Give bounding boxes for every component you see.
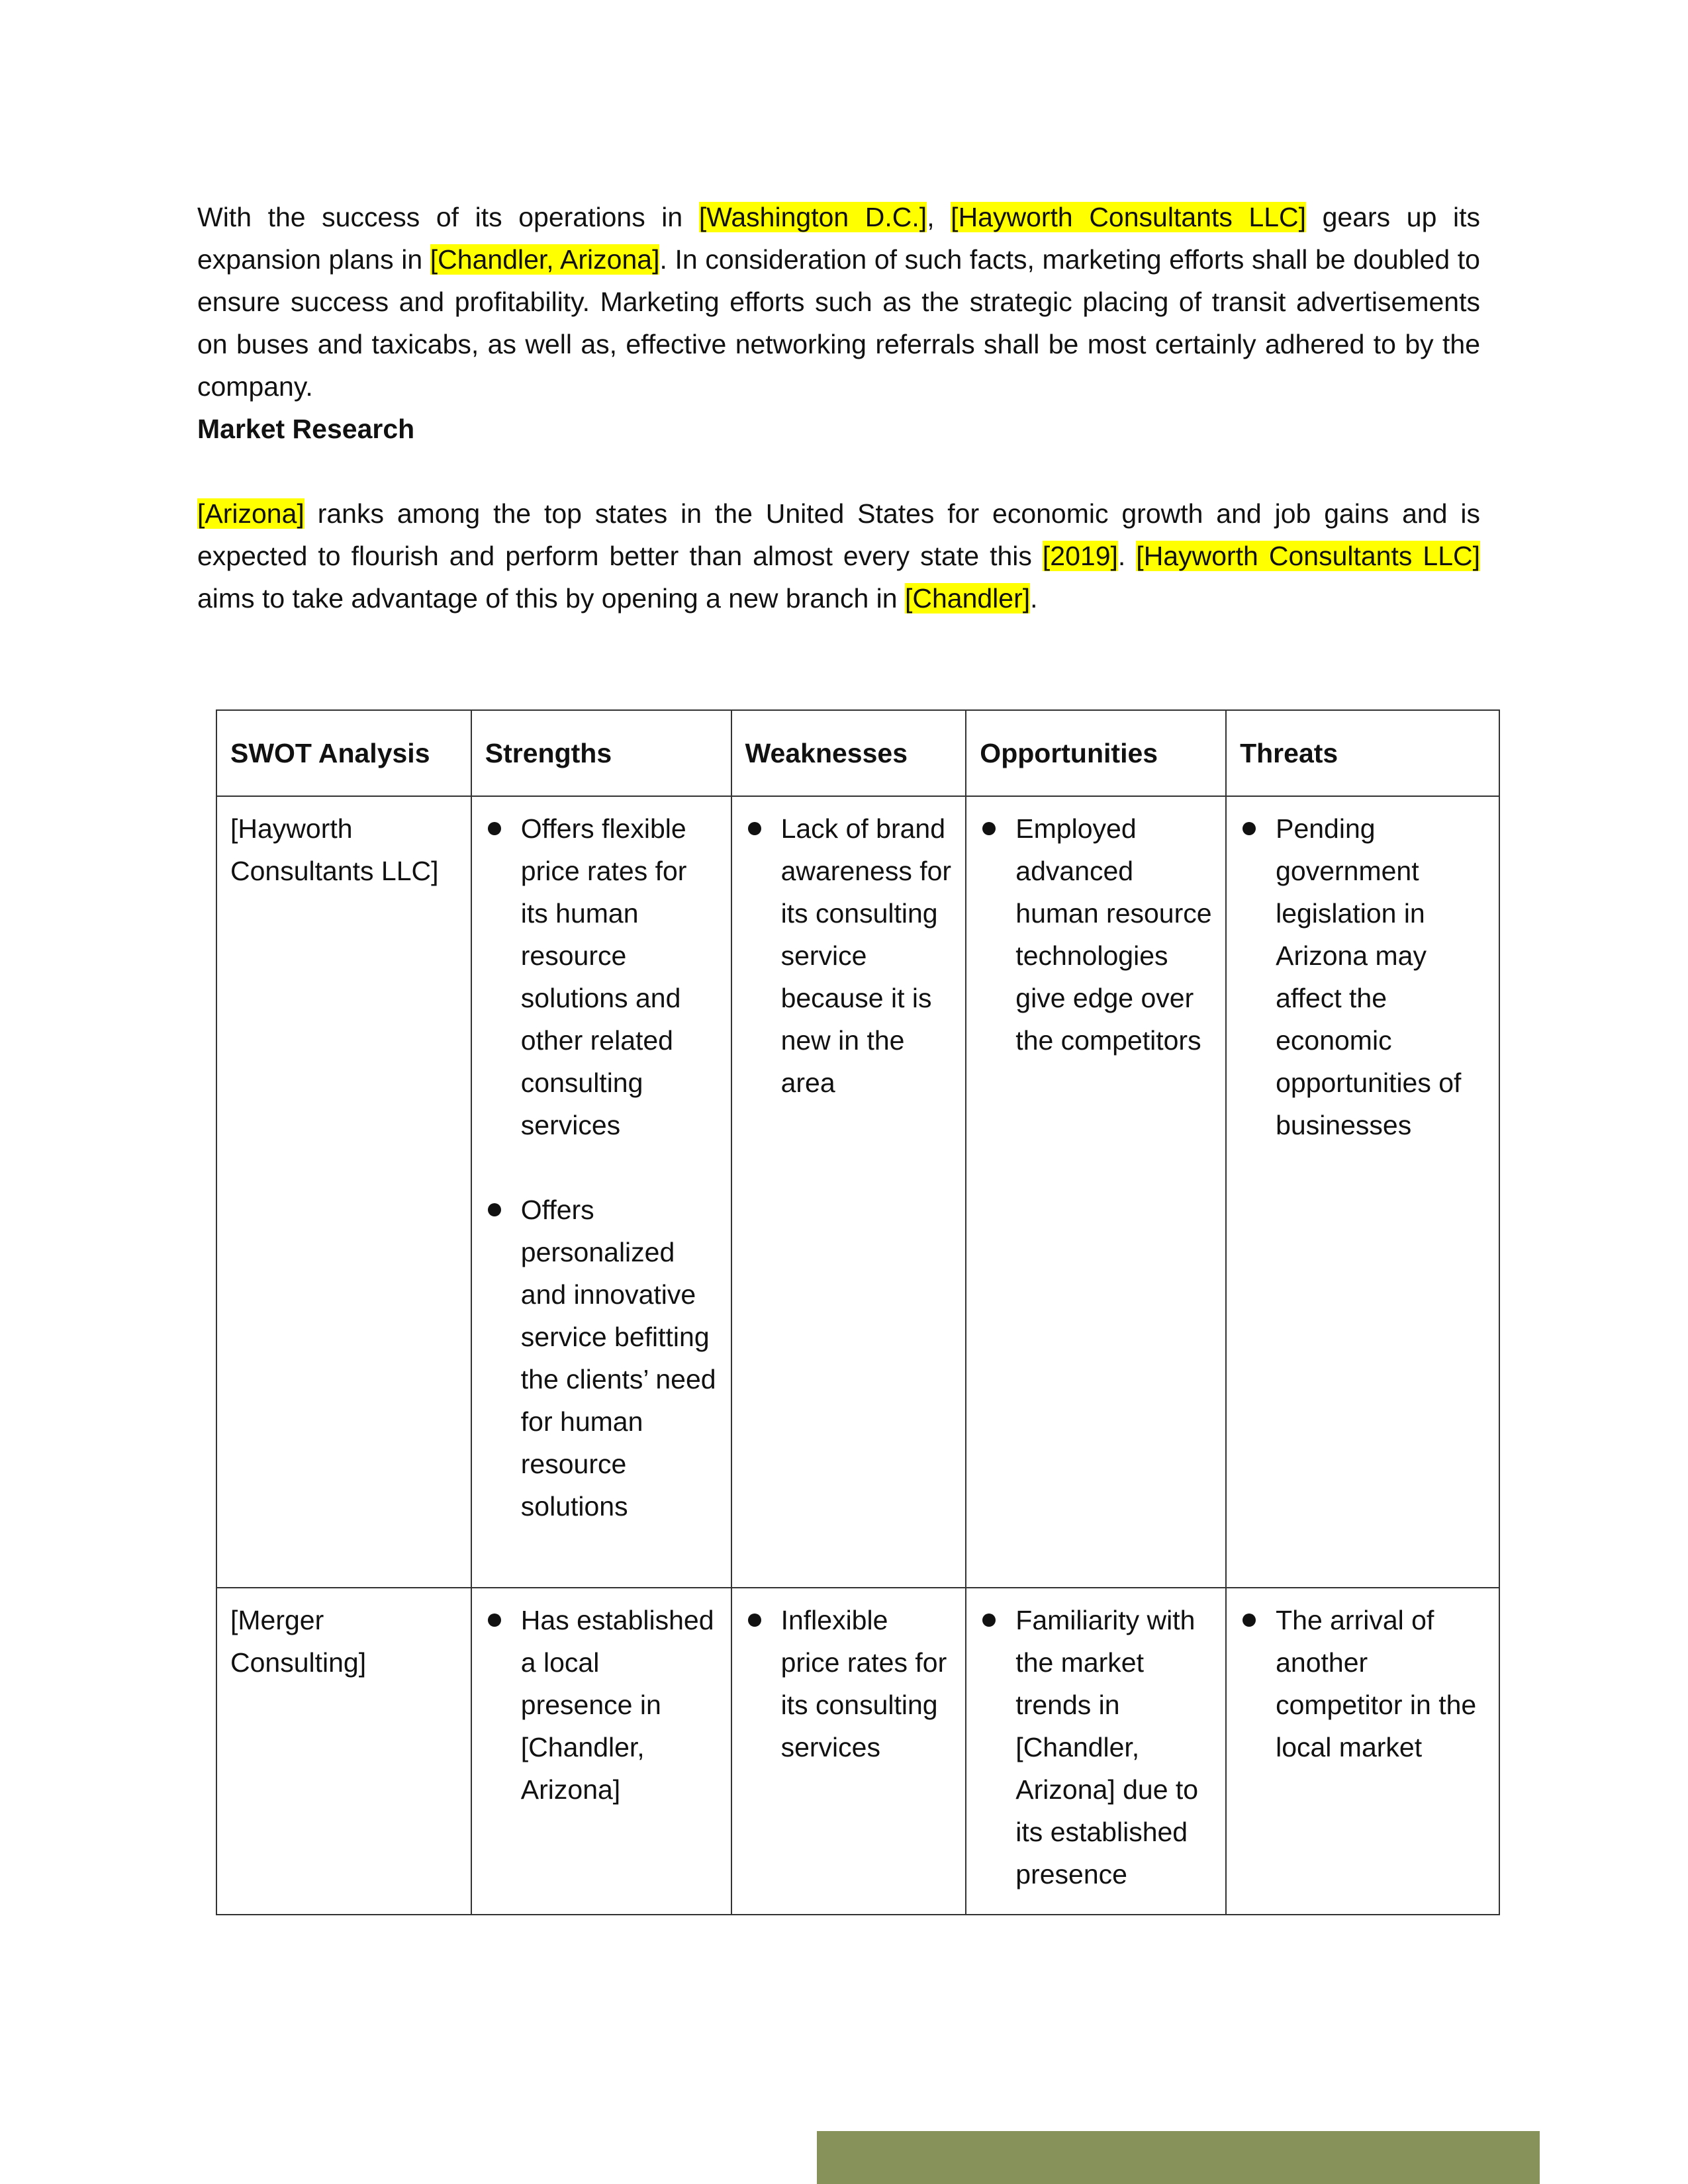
section-heading: Market Research: [197, 414, 415, 444]
list-item: Offers flexible price rates for its human resource solutions and other related consulting services: [485, 807, 718, 1146]
strengths-list: [485, 1599, 718, 1811]
header-threats: Threats: [1226, 710, 1499, 796]
list-item: Familiarity with the market trends in [Chandler, Arizona] due to its established presence: [980, 1599, 1212, 1895]
intro-text-3: gears up its expansion plans in: [197, 202, 1480, 275]
highlight-year: [2019]: [1042, 541, 1118, 571]
intro-text-1: With the success of its operations in: [197, 202, 699, 232]
opportunities-cell: [966, 1588, 1226, 1915]
market-text-2: .: [1117, 541, 1137, 571]
highlight-location: [Washington D.C.]: [698, 202, 927, 232]
list-item: Employed advanced human resource technologies give edge over the competitors: [980, 807, 1212, 1062]
company-cell: [Merger Consulting]: [216, 1588, 471, 1915]
threats-list: [1240, 807, 1485, 1146]
header-swot-analysis: SWOT Analysis: [216, 710, 471, 796]
list-item: Inflexible price rates for its consulting services: [745, 1599, 953, 1768]
highlight-city: [Chandler]: [904, 583, 1031, 614]
weaknesses-list: [745, 1599, 953, 1768]
header-strengths: Strengths: [471, 710, 731, 796]
header-opportunities: Opportunities: [966, 710, 1226, 796]
market-text-4: .: [1030, 583, 1038, 614]
strengths-cell: [471, 1588, 731, 1915]
table-row: [216, 796, 1499, 1588]
opportunities-list: [980, 1599, 1212, 1895]
table-row: [216, 1588, 1499, 1915]
opportunities-cell: [966, 796, 1226, 1588]
threats-list: [1240, 1599, 1485, 1768]
threats-cell: [1226, 1588, 1499, 1915]
swot-table: [216, 709, 1500, 1915]
header-weaknesses: Weaknesses: [731, 710, 966, 796]
weaknesses-cell: [731, 796, 966, 1588]
intro-text-4: . In consideration of such facts, marketing efforts shall be doubled to ensure success and profitability. Marketing efforts such as the strategic placing of transit advertisements on buses and taxicabs, as well as, effective networking referrals shall be most certainly adhered to by the company.: [197, 244, 1480, 402]
strengths-cell: [471, 796, 731, 1588]
list-item: Has established a local presence in [Chandler, Arizona]: [485, 1599, 718, 1811]
opportunities-list: [980, 807, 1212, 1062]
swot-header-row: [216, 710, 1499, 796]
highlight-company: [Hayworth Consultants LLC]: [951, 202, 1307, 232]
strengths-list: [485, 807, 718, 1527]
weaknesses-list: [745, 807, 953, 1104]
market-text-1: ranks among the top states in the United States for economic growth and job gains and is expected to flourish and perform better than almost every state this: [197, 498, 1480, 571]
list-item: Lack of brand awareness for its consulting service because it is new in the area: [745, 807, 953, 1104]
threats-cell: [1226, 796, 1499, 1588]
list-item: The arrival of another competitor in the local market: [1240, 1599, 1485, 1768]
list-item: Pending government legislation in Arizona may affect the economic opportunities of businesses: [1240, 807, 1485, 1146]
highlight-company: [Hayworth Consultants LLC]: [1136, 541, 1480, 571]
list-item: Offers personalized and innovative service befitting the clients’ need for human resource solutions: [485, 1189, 718, 1527]
footer-bar: [817, 2131, 1540, 2184]
intro-text-2: ,: [927, 202, 951, 232]
highlight-state: [Arizona]: [197, 498, 305, 529]
market-research-paragraph: [197, 492, 1480, 619]
weaknesses-cell: [731, 1588, 966, 1915]
intro-paragraph: [197, 196, 1480, 408]
market-text-3: aims to take advantage of this by opening a new branch in: [197, 583, 905, 614]
highlight-new-location: [Chandler, Arizona]: [430, 244, 660, 275]
company-cell: [Hayworth Consultants LLC]: [216, 796, 471, 1588]
